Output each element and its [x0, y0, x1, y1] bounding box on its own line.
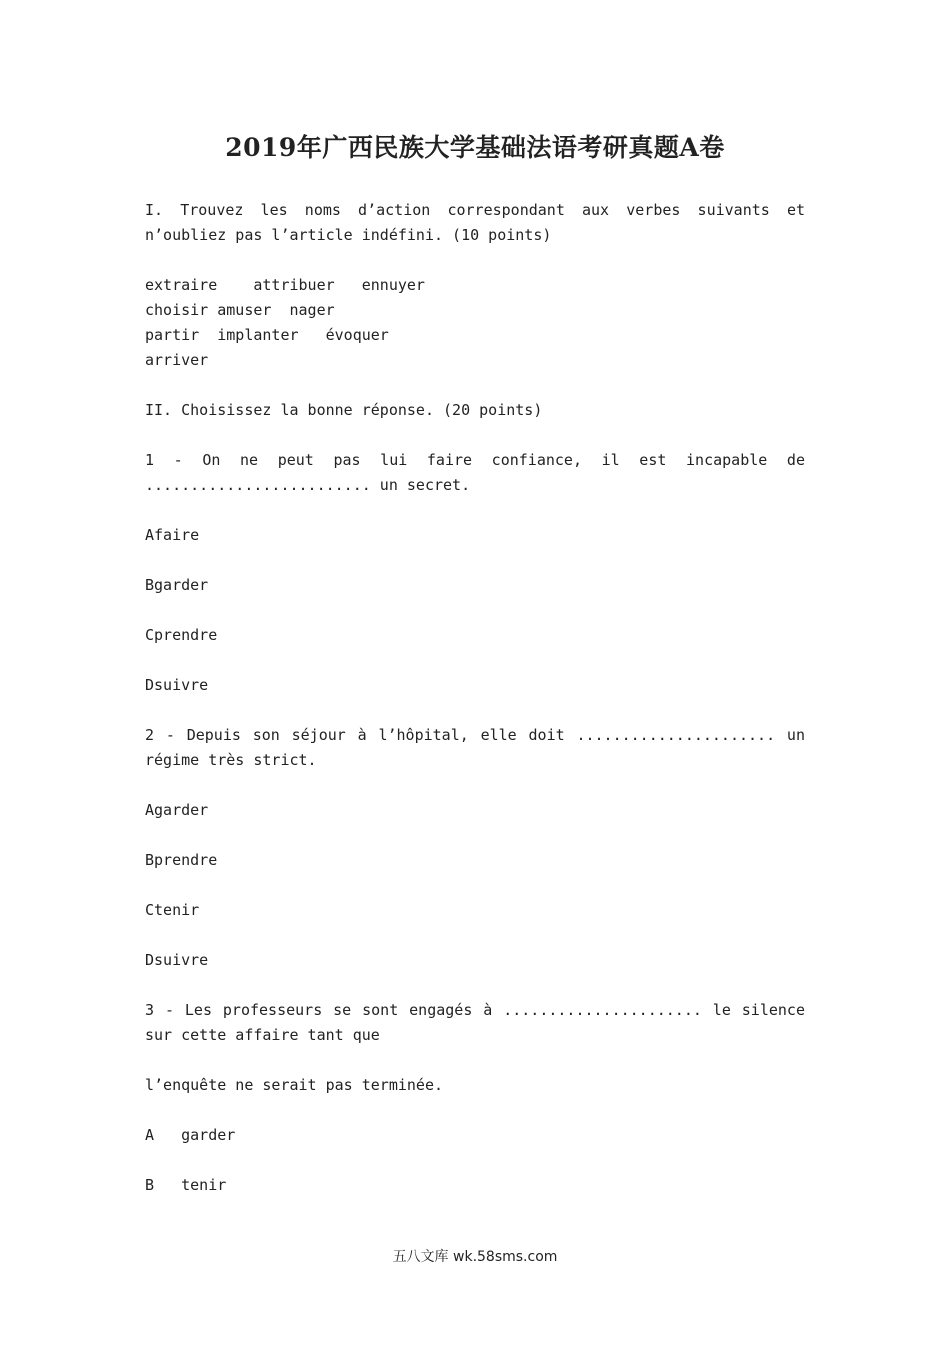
verb-line: extraire attribuer ennuyer: [145, 276, 425, 294]
question-1-option: Dsuivre: [145, 676, 209, 694]
question-3-text: 3 - Les professeurs se sont engagés à ...................... le silence sur cette affaire tant que: [145, 1001, 815, 1044]
question-2-option: Agarder: [145, 801, 209, 819]
question-3-option: B tenir: [145, 1176, 227, 1194]
question-3-option: A garder: [145, 1126, 236, 1144]
question-1-text: 1 - On ne peut pas lui faire confiance, il est incapable de ......................... un secret.: [145, 451, 815, 494]
verb-line: partir implanter évoquer: [145, 326, 389, 344]
question-1-option: Cprendre: [145, 626, 218, 644]
section-1-heading: I. Trouvez les noms d’action correspondant aux verbes suivants et n’oubliez pas l’article indéfini. (10 points): [145, 201, 815, 244]
question-2-option: Dsuivre: [145, 951, 209, 969]
question-1-option: Bgarder: [145, 576, 209, 594]
document-body: [145, 198, 815, 1223]
verb-line: choisir amuser nager: [145, 301, 335, 319]
section-2-heading: II. Choisissez la bonne réponse. (20 points): [145, 401, 543, 419]
question-2-option: Bprendre: [145, 851, 218, 869]
question-3-continuation: l’enquête ne serait pas terminée.: [145, 1076, 444, 1094]
verb-line: arriver: [145, 351, 209, 369]
footer-watermark: 五八文库 wk.58sms.com: [392, 1249, 558, 1265]
question-2-option: Ctenir: [145, 901, 200, 919]
question-2-text: 2 - Depuis son séjour à l’hôpital, elle doit ...................... un régime très strict.: [145, 726, 815, 769]
document-title: 2019年广西民族大学基础法语考研真题A卷: [225, 133, 725, 162]
question-1-option: Afaire: [145, 526, 200, 544]
